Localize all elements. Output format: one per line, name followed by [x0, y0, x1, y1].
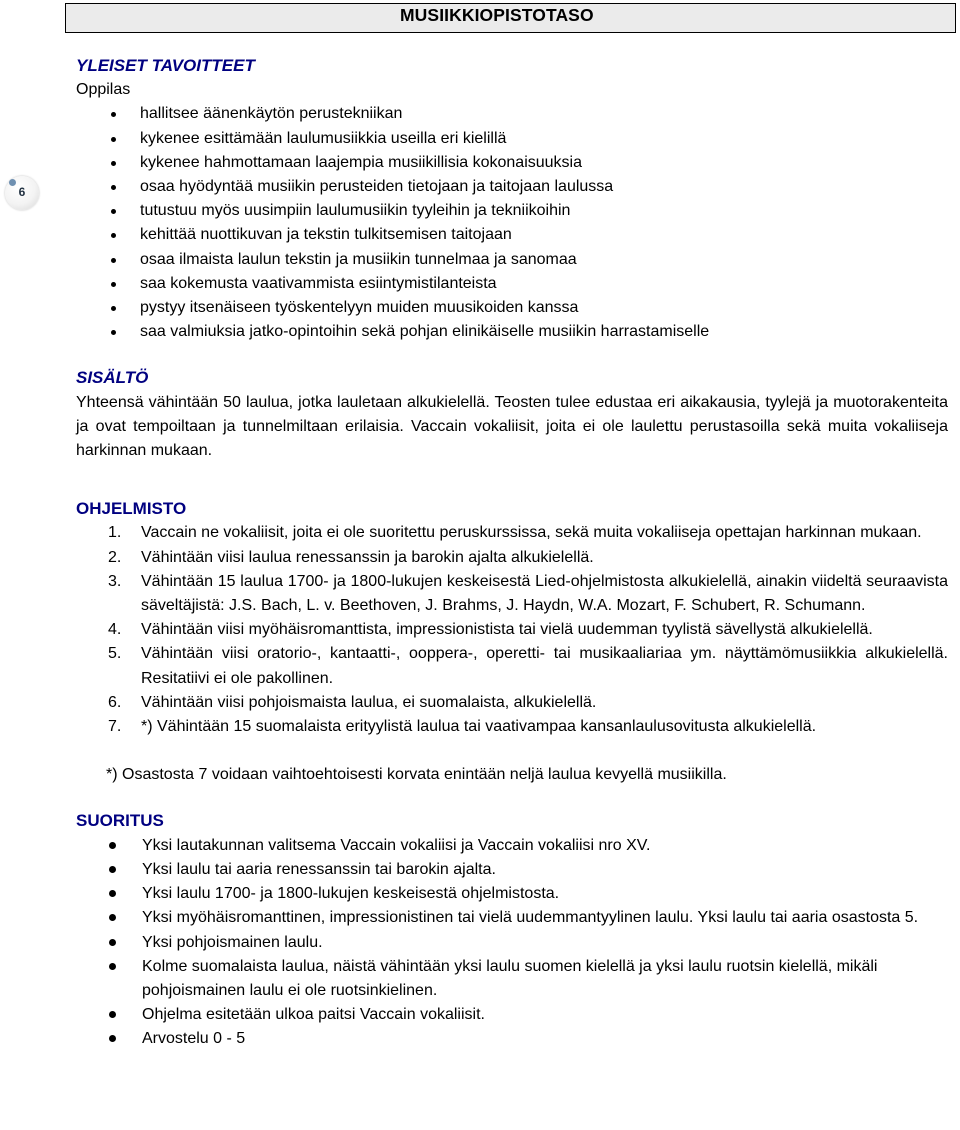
- program-item-number: 5.: [108, 645, 122, 663]
- program-footnote: *) Osastosta 7 voidaan vaihtoehtoisesti korvata enintään neljä laulua kevyellä musiikilla.: [106, 766, 727, 784]
- goal-item: kehittää nuottikuvan ja tekstin tulkitsemisen taitojaan: [76, 223, 948, 247]
- goal-item: tutustuu myös uusimpiin laulumusiikin tyyleihin ja tekniikoihin: [76, 199, 948, 223]
- performance-item: Yksi lautakunnan valitsema Vaccain vokaliisi ja Vaccain vokaliisi nro XV.: [76, 834, 948, 858]
- goal-item: saa kokemusta vaativammista esiintymistilanteista: [76, 272, 948, 296]
- program-item-number: 2.: [108, 548, 122, 566]
- goal-item: pystyy itsenäiseen työskentelyyn muiden muusikoiden kanssa: [76, 296, 948, 320]
- program-item: [76, 546, 948, 570]
- goals-list: [76, 102, 948, 344]
- program-item: [76, 715, 948, 739]
- goal-item: hallitsee äänenkäytön perustekniikan: [76, 102, 948, 126]
- page-number: 6: [18, 185, 26, 199]
- program-item-number: 4.: [108, 621, 122, 639]
- goal-item: osaa ilmaista laulun tekstin ja musiikin tunnelmaa ja sanomaa: [76, 248, 948, 272]
- performance-item: Yksi pohjoismainen laulu.: [76, 931, 948, 955]
- program-item: [76, 691, 948, 715]
- document-title: MUSIIKKIOPISTOTASO: [400, 5, 594, 25]
- program-item-text: Vähintään viisi laulua renessanssin ja barokin ajalta alkukielellä.: [141, 548, 594, 566]
- program-item: [76, 642, 948, 690]
- performance-heading: SUORITUS: [76, 811, 164, 831]
- program-item-number: 3.: [108, 572, 122, 590]
- performance-item: Kolme suomalaista laulua, näistä vähintään yksi laulu suomen kielellä ja yksi laulu ruotsin kielellä, mikäli pohjoismainen laulu ei ole ruotsinkielinen.: [76, 955, 948, 1003]
- page-number-badge: [5, 176, 39, 210]
- goals-heading: YLEISET TAVOITTEET: [76, 56, 255, 75]
- program-item: [76, 618, 948, 642]
- goal-item: saa valmiuksia jatko-opintoihin sekä pohjan elinikäiselle musiikin harrastamiselle: [76, 320, 948, 344]
- performance-item: Ohjelma esitetään ulkoa paitsi Vaccain vokaliisit.: [76, 1003, 948, 1027]
- performance-item: Yksi myöhäisromanttinen, impressionistinen tai vielä uudemmantyylinen laulu. Yksi laulu tai aaria osastosta 5.: [76, 906, 948, 930]
- program-item-text: Vähintään viisi pohjoismaista laulua, ei suomalaista, alkukielellä.: [141, 693, 597, 711]
- program-item: [76, 521, 948, 545]
- program-item-number: 7.: [108, 718, 122, 736]
- performance-list: [76, 834, 948, 1052]
- program-item-number: 6.: [108, 693, 122, 711]
- program-item: [76, 570, 948, 618]
- performance-item: Yksi laulu tai aaria renessanssin tai barokin ajalta.: [76, 858, 948, 882]
- program-item-text: Vähintään viisi myöhäisromanttista, impressionistista tai vielä uudemman tyylistä sävellystä alkukielellä.: [141, 621, 873, 639]
- goal-item: kykenee esittämään laulumusiikkia useilla eri kielillä: [76, 127, 948, 151]
- goal-item: kykenee hahmottamaan laajempia musiikillisia kokonaisuuksia: [76, 151, 948, 175]
- content-heading: SISÄLTÖ: [76, 368, 149, 388]
- program-item-text: Vaccain ne vokaliisit, joita ei ole suoritettu peruskurssissa, sekä muita vokaliiseja opettajan harkinnan mukaan.: [141, 524, 922, 542]
- performance-item: Arvostelu 0 - 5: [76, 1027, 948, 1051]
- program-item-number: 1.: [108, 524, 122, 542]
- performance-item: Yksi laulu 1700- ja 1800-lukujen keskeisestä ohjelmistosta.: [76, 882, 948, 906]
- content-paragraph: Yhteensä vähintään 50 laulua, jotka lauletaan alkukielellä. Teosten tulee edustaa eri aikakausia, tyylejä ja muotorakenteita ja ovat tempoiltaan ja tunnelmiltaan erilaisia. Vaccain vokaliisit, joita ei ole laulettu perustasoilla sekä muita vokaliiseja harkinnan mukaan.: [76, 393, 948, 460]
- goals-intro: Oppilas: [76, 81, 131, 99]
- program-list: [76, 521, 948, 739]
- document-body: [76, 54, 948, 1052]
- program-heading: OHJELMISTO: [76, 499, 187, 519]
- goal-item: osaa hyödyntää musiikin perusteiden tietojaan ja taitojaan laulussa: [76, 175, 948, 199]
- program-item-text: Vähintään viisi oratorio-, kantaatti-, ooppera-, operetti- tai musikaaliariaa ym. näyttämömusiikkia alkukielellä. Resitatiivi ei ole pakollinen.: [141, 645, 948, 687]
- program-item-text: *) Vähintään 15 suomalaista erityylistä laulua tai vaativampaa kansanlaulusovitusta alkukielellä.: [141, 718, 817, 736]
- program-item-text: Vähintään 15 laulua 1700- ja 1800-lukujen keskeisestä Lied-ohjelmistosta alkukielellä, ainakin viideltä seuraavista säveltäjistä: J.S. Bach, L. v. Beethoven, J. Brahms, J. Haydn, W.A. Mozart, F. Schubert, R. Schumann.: [141, 572, 948, 615]
